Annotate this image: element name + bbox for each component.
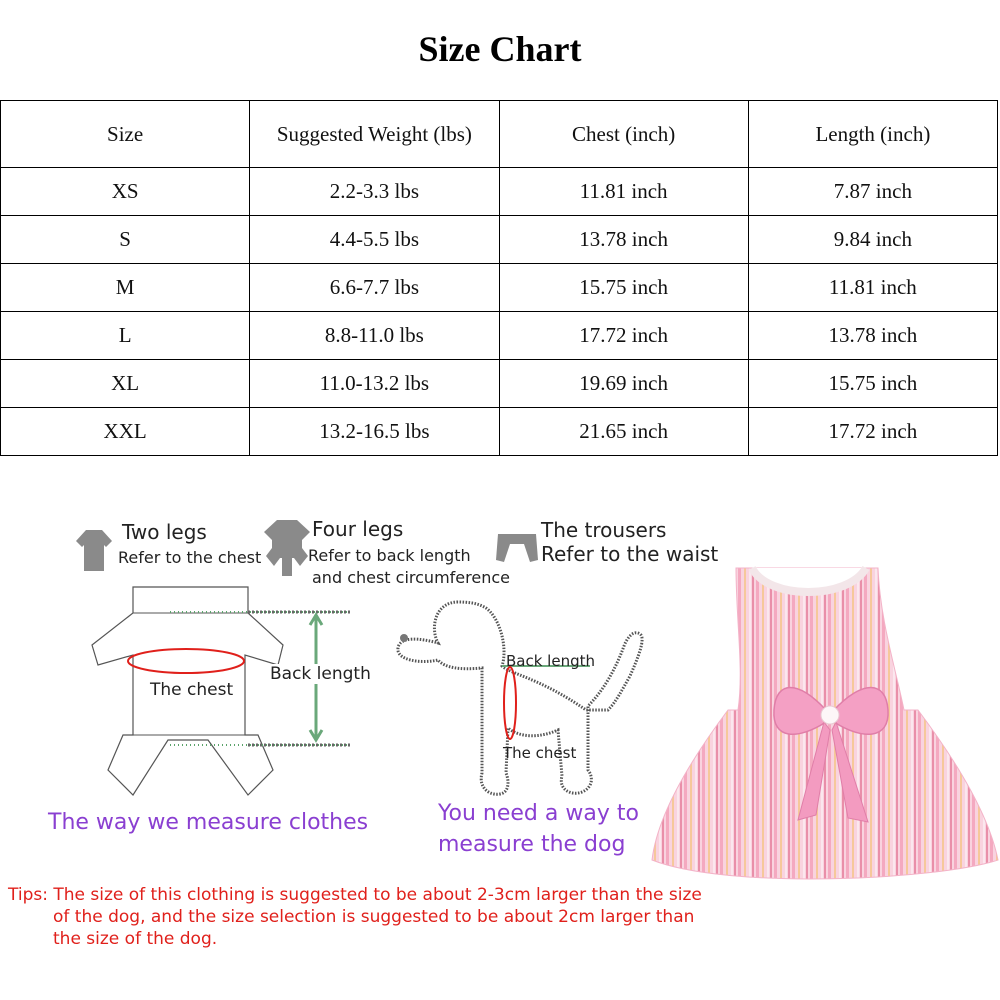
header-weight: Suggested Weight (lbs) [250, 101, 499, 168]
trousers-icon [494, 532, 540, 572]
cell-chest: 11.81 inch [499, 168, 748, 216]
trousers-desc: Refer to the waist [541, 542, 719, 566]
cell-size: L [1, 312, 250, 360]
header-chest: Chest (inch) [499, 101, 748, 168]
cell-weight: 2.2-3.3 lbs [250, 168, 499, 216]
two-legs-title: Two legs [122, 520, 207, 544]
table-row [1, 312, 998, 360]
page-title: Size Chart [418, 29, 582, 69]
cell-length: 13.78 inch [748, 312, 997, 360]
cell-chest: 21.65 inch [499, 408, 748, 456]
table-row [1, 264, 998, 312]
cell-length: 7.87 inch [748, 168, 997, 216]
cell-weight: 4.4-5.5 lbs [250, 216, 499, 264]
cell-weight: 11.0-13.2 lbs [250, 360, 499, 408]
header-length: Length (inch) [748, 101, 997, 168]
table-row [1, 168, 998, 216]
tips-text [8, 884, 998, 950]
cell-length: 11.81 inch [748, 264, 997, 312]
trousers-title: The trousers [541, 518, 667, 542]
cell-size: XXL [1, 408, 250, 456]
cell-chest: 17.72 inch [499, 312, 748, 360]
dog-caption-line1: You need a way to [438, 801, 639, 826]
cell-weight: 13.2-16.5 lbs [250, 408, 499, 456]
cell-length: 15.75 inch [748, 360, 997, 408]
two-legs-shirt-icon [74, 527, 114, 577]
cell-size: XS [1, 168, 250, 216]
cell-size: S [1, 216, 250, 264]
clothes-chest-label: The chest [150, 680, 234, 700]
dog-caption-line2: measure the dog [438, 832, 626, 857]
clothes-caption: The way we measure clothes [48, 810, 369, 835]
table-row [1, 408, 998, 456]
header-size: Size [1, 101, 250, 168]
clothes-back-length-label: Back length [270, 664, 371, 684]
dog-back-length-label: Back length [506, 652, 595, 670]
two-legs-desc: Refer to the chest [118, 548, 262, 567]
cell-size: M [1, 264, 250, 312]
cell-weight: 6.6-7.7 lbs [250, 264, 499, 312]
cell-length: 9.84 inch [748, 216, 997, 264]
table-header-row [1, 101, 998, 168]
four-legs-title: Four legs [312, 517, 404, 541]
clothes-outline-diagram [88, 585, 388, 800]
four-legs-desc2: and chest circumference [312, 568, 510, 587]
size-table [0, 100, 998, 456]
four-legs-desc1: Refer to back length [308, 546, 471, 565]
pink-dress-image [648, 560, 1000, 890]
dog-chest-label: The chest [503, 744, 577, 762]
four-legs-shirt-icon [262, 518, 312, 580]
tips-line1: Tips: The size of this clothing is suggested to be about 2-3cm larger than the size [8, 885, 702, 905]
cell-chest: 19.69 inch [499, 360, 748, 408]
cell-weight: 8.8-11.0 lbs [250, 312, 499, 360]
table-row [1, 360, 998, 408]
cell-size: XL [1, 360, 250, 408]
table-row [1, 216, 998, 264]
cell-chest: 13.78 inch [499, 216, 748, 264]
dog-outline-diagram [390, 598, 650, 803]
cell-chest: 15.75 inch [499, 264, 748, 312]
cell-length: 17.72 inch [748, 408, 997, 456]
tips-line2: of the dog, and the size selection is suggested to be about 2cm larger than [53, 907, 695, 927]
tips-line3: the size of the dog. [53, 929, 218, 949]
